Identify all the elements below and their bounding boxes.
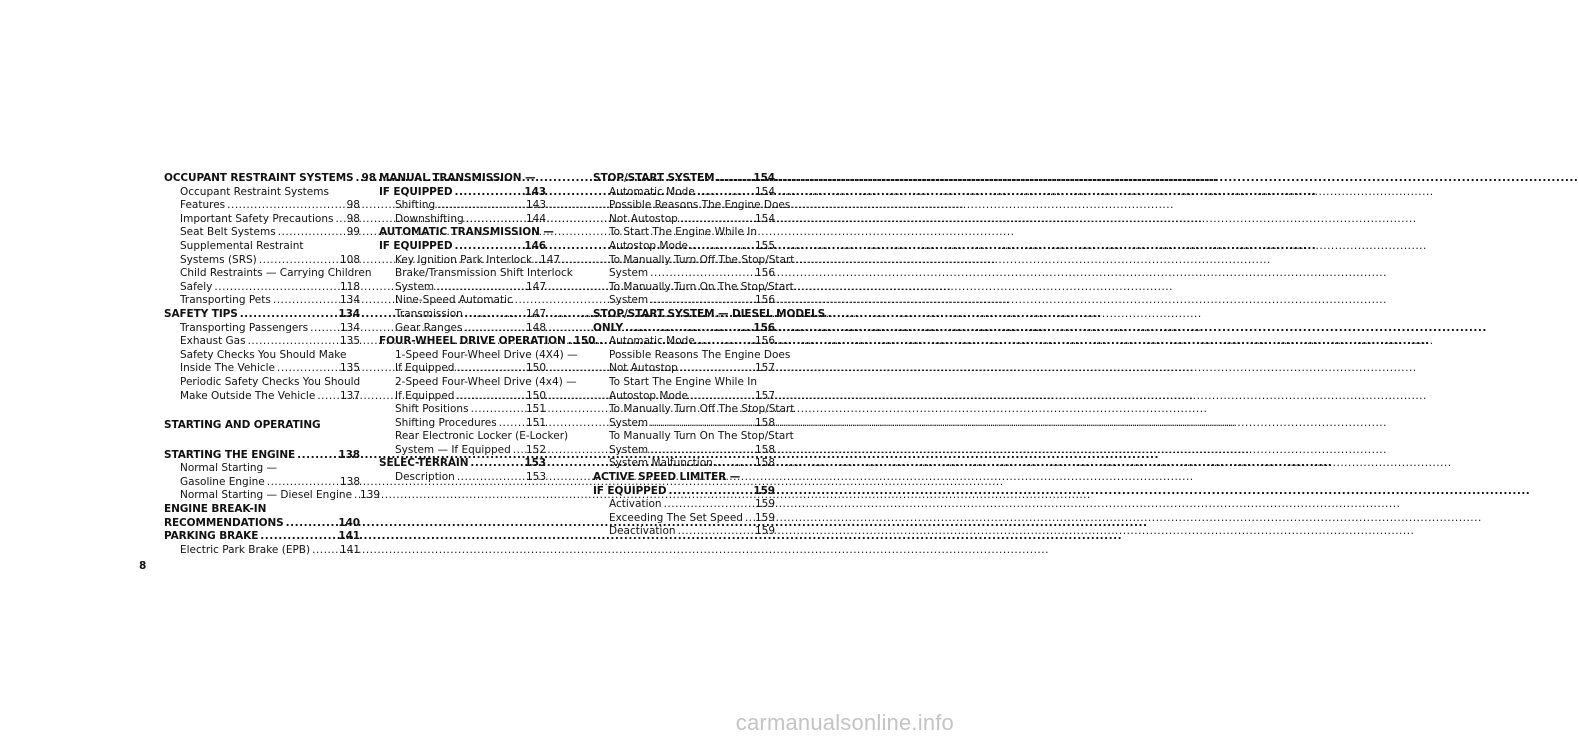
toc-entry-page: 143	[525, 199, 546, 212]
toc-entry-title: Not Autostop	[609, 362, 678, 375]
toc-entry-title: OCCUPANT RESTRAINT SYSTEMS	[164, 172, 354, 184]
toc-entry[interactable]	[164, 294, 360, 308]
toc-heading[interactable]	[593, 322, 775, 336]
toc-entry[interactable]	[164, 544, 360, 558]
toc-entry-title: Deactivation	[609, 525, 676, 538]
toc-entry-title: SELEC-TERRAIN	[379, 457, 469, 470]
dot-leader	[568, 335, 572, 349]
toc-entry[interactable]	[379, 199, 546, 213]
toc-entry-title: Transporting Passengers	[180, 321, 309, 334]
toc-entry-page: 138	[338, 448, 360, 461]
dot-leader	[471, 403, 524, 417]
dot-leader	[534, 254, 538, 268]
dot-leader	[354, 489, 358, 503]
toc-entry-title: RECOMMENDATIONS	[164, 516, 284, 529]
toc-entry-page: 158	[754, 443, 775, 456]
toc-heading[interactable]	[379, 335, 596, 349]
toc-entry-title: FOUR-WHEEL DRIVE OPERATION	[379, 335, 566, 348]
dot-leader	[317, 390, 338, 404]
dot-leader	[436, 281, 524, 295]
toc-entry[interactable]	[379, 294, 546, 308]
toc-entry[interactable]	[164, 213, 360, 227]
toc-entry[interactable]	[593, 294, 775, 308]
toc-entry-title: SAFETY TIPS	[164, 307, 238, 320]
dot-leader	[466, 213, 524, 227]
toc-entry[interactable]	[593, 430, 794, 444]
toc-entry-page: 147	[525, 280, 546, 293]
toc-entry-title: To Manually Turn On The Stop/Start	[609, 280, 794, 293]
toc-entry[interactable]	[379, 281, 546, 295]
toc-entry[interactable]	[593, 403, 795, 417]
dot-leader	[356, 172, 360, 186]
dot-leader	[716, 172, 751, 186]
toc-entry[interactable]	[593, 525, 775, 539]
toc-entry[interactable]	[593, 335, 775, 349]
toc-entry[interactable]	[379, 390, 546, 404]
toc-entry-title: Automatic Mode	[609, 185, 695, 198]
toc-entry-title: Key Ignition Park Interlock	[395, 253, 533, 266]
toc-entry[interactable]	[379, 267, 573, 281]
toc-entry-page: 151	[525, 416, 546, 429]
toc-entry-title: To Start The Engine While In	[609, 226, 757, 239]
toc-entry[interactable]	[164, 267, 372, 281]
toc-entry-title: Important Safety Precautions	[180, 212, 334, 225]
toc-entry-page: 154	[754, 212, 775, 225]
toc-heading[interactable]	[379, 240, 546, 254]
toc-entry[interactable]	[593, 240, 775, 254]
toc-entry-page: 148	[525, 321, 546, 334]
toc-entry[interactable]	[593, 512, 775, 526]
toc-entry[interactable]	[379, 444, 546, 458]
toc-entry[interactable]	[379, 253, 561, 268]
toc-entry-title: Description	[395, 471, 455, 484]
toc-entry-title: Normal Starting —	[180, 462, 278, 475]
toc-entry-title: Autostop Mode	[609, 239, 689, 252]
watermark-text: carmanualsonline.info	[735, 710, 954, 735]
toc-entry-title: Activation	[609, 498, 662, 511]
toc-entry-page: 159	[754, 511, 775, 524]
toc-entry-title: To Manually Turn On The Stop/Start	[609, 430, 794, 443]
dot-leader	[456, 362, 523, 376]
toc-entry[interactable]	[164, 362, 360, 376]
toc-entry-title: To Start The Engine While In	[609, 375, 757, 388]
toc-entry-title: IF EQUIPPED	[379, 185, 453, 198]
dot-leader	[690, 390, 753, 404]
dot-leader	[335, 213, 344, 227]
toc-entry-title: Make Outside The Vehicle	[180, 389, 316, 402]
toc-entry-page: 154	[753, 172, 775, 184]
toc-entry-title: Autostop Mode	[609, 389, 689, 402]
dot-leader	[680, 362, 753, 376]
toc-entry-page: 140	[338, 516, 360, 529]
toc-entry-title: Shifting Procedures	[395, 416, 497, 429]
dot-leader	[227, 199, 344, 213]
toc-entry-title: Shifting	[395, 199, 436, 212]
toc-entry[interactable]	[379, 417, 546, 431]
toc-entry-title: Normal Starting — Diesel Engine	[180, 489, 353, 502]
dot-leader	[297, 449, 336, 463]
dot-leader	[697, 335, 753, 349]
toc-entry[interactable]	[593, 498, 775, 512]
toc-entry[interactable]	[164, 390, 360, 404]
toc-entry-page: 159	[754, 525, 775, 538]
toc-entry[interactable]	[164, 376, 360, 390]
toc-entry[interactable]	[593, 199, 791, 213]
toc-entry-page: 157	[754, 362, 775, 375]
toc-column-middle	[379, 172, 596, 485]
toc-entry-page: 141	[338, 530, 360, 543]
toc-entry[interactable]	[593, 253, 795, 268]
toc-entry-page: 141	[339, 543, 360, 556]
toc-entry[interactable]	[379, 348, 578, 363]
toc-entry-title: Systems (SRS)	[180, 253, 257, 266]
toc-entry-page: 99	[346, 226, 360, 239]
toc-entry-page: 156	[754, 294, 775, 307]
toc-entry-title: AUTOMATIC TRANSMISSION —	[379, 226, 554, 239]
toc-entry-title: Exceeding The Set Speed	[609, 511, 743, 524]
toc-entry-page: 156	[753, 321, 775, 334]
dot-leader	[697, 186, 753, 200]
toc-entry[interactable]	[593, 226, 775, 240]
toc-heading[interactable]	[379, 172, 546, 186]
dot-leader	[650, 267, 753, 281]
toc-entry-title: 2-Speed Four-Wheel Drive (4x4) —	[395, 375, 577, 388]
dot-leader	[240, 308, 337, 322]
toc-entry[interactable]	[379, 403, 546, 417]
toc-heading[interactable]	[593, 307, 826, 322]
toc-entry-title: Downshifting	[395, 212, 464, 225]
toc-entry[interactable]	[164, 349, 360, 363]
toc-entry-title: STOP/START SYSTEM — DIESEL MODELS	[593, 307, 826, 320]
dot-leader	[278, 226, 345, 240]
toc-entry[interactable]	[164, 322, 360, 336]
toc-entry-page: 118	[339, 280, 360, 293]
toc-entry-page: 151	[525, 403, 546, 416]
toc-entry-page: 98	[346, 212, 360, 225]
toc-entry[interactable]	[164, 489, 381, 503]
toc-entry[interactable]	[164, 199, 360, 213]
toc-entry-title: Automatic Mode	[609, 335, 695, 348]
toc-entry-title: Occupant Restraint Systems	[180, 185, 329, 198]
dot-leader	[625, 322, 751, 336]
dot-leader	[457, 471, 524, 485]
toc-entry[interactable]	[164, 462, 360, 476]
dot-leader	[310, 322, 338, 336]
toc-entry-title: Not Autostop	[609, 212, 678, 225]
toc-entry-title: STARTING THE ENGINE	[164, 448, 296, 461]
dot-leader	[286, 517, 337, 531]
toc-entry-title: Gear Ranges	[395, 321, 463, 334]
toc-entry-title: System	[395, 280, 435, 293]
dot-leader	[678, 525, 753, 539]
toc-entry-title: STOP/START SYSTEM	[593, 172, 715, 184]
dot-leader	[464, 322, 524, 336]
toc-entry-title: Nine-Speed Automatic	[395, 294, 513, 307]
toc-entry-page: 153	[525, 471, 546, 484]
toc-entry-page: 147	[525, 307, 546, 320]
toc-entry-page: 134	[338, 307, 360, 320]
toc-entry-title: Electric Park Brake (EPB)	[180, 543, 311, 556]
dot-leader	[277, 362, 338, 376]
dot-leader	[456, 390, 523, 404]
dot-leader	[214, 281, 338, 295]
toc-entry-title: System	[609, 443, 649, 456]
toc-entry[interactable]	[379, 213, 546, 227]
toc-entry-page: 150	[525, 389, 546, 402]
toc-entry-title: IF EQUIPPED	[379, 239, 453, 252]
toc-entry[interactable]	[379, 322, 546, 336]
toc-heading[interactable]	[164, 308, 360, 322]
dot-leader	[650, 444, 753, 458]
toc-entry[interactable]	[164, 281, 360, 295]
toc-entry-title: PARKING BRAKE	[164, 530, 259, 543]
dot-leader	[454, 186, 522, 200]
toc-entry-page: 137	[339, 389, 360, 402]
toc-entry-page: 147	[540, 253, 561, 266]
toc-entry-page: 146	[524, 239, 546, 252]
toc-entry[interactable]	[593, 417, 775, 431]
toc-entry-page: 156	[754, 267, 775, 280]
toc-entry-title: ENGINE BREAK-IN	[164, 503, 267, 516]
dot-leader	[273, 294, 338, 308]
toc-entry-page: 98	[346, 199, 360, 212]
toc-entry[interactable]	[164, 226, 360, 240]
toc-entry-title: 1-Speed Four-Wheel Drive (4X4) —	[395, 348, 578, 361]
toc-entry-title: Gasoline Engine	[180, 475, 265, 488]
toc-entry-title: Possible Reasons The Engine Does	[609, 199, 791, 212]
dot-leader	[312, 544, 338, 558]
toc-entry-page: 159	[753, 484, 775, 497]
dot-leader	[715, 457, 753, 471]
dot-leader	[437, 199, 524, 213]
toc-entry-title: Possible Reasons The Engine Does	[609, 348, 791, 361]
toc-entry-title: System — If Equipped	[395, 443, 511, 456]
dot-leader	[680, 213, 753, 227]
section-gap	[164, 433, 360, 449]
toc-entry-page: 135	[339, 362, 360, 375]
toc-entry-page: 150	[525, 362, 546, 375]
toc-entry[interactable]	[593, 280, 794, 295]
toc-entry-page: 134	[339, 294, 360, 307]
dot-leader	[267, 476, 338, 490]
dot-leader	[470, 457, 522, 471]
toc-heading[interactable]	[593, 172, 775, 186]
toc-entry[interactable]	[379, 362, 546, 376]
toc-entry-title: IF EQUIPPED	[593, 484, 667, 497]
toc-entry-page: 155	[754, 239, 775, 252]
toc-entry[interactable]	[164, 186, 360, 200]
dot-leader	[454, 240, 522, 254]
dot-leader	[668, 485, 751, 499]
toc-entry-title: Safely	[180, 280, 213, 293]
dot-leader	[248, 335, 338, 349]
toc-entry-title: Shift Positions	[395, 403, 469, 416]
toc-entry[interactable]	[164, 254, 360, 268]
toc-entry[interactable]	[164, 476, 360, 490]
dot-leader	[664, 498, 753, 512]
toc-entry-title: Supplemental Restraint	[180, 239, 304, 252]
dot-leader	[690, 240, 753, 254]
toc-entry-title: Brake/Transmission Shift Interlock	[395, 267, 573, 280]
dot-leader	[465, 308, 524, 322]
toc-entry-page: 98	[361, 172, 376, 184]
toc-entry-title: System	[609, 416, 649, 429]
toc-entry-page: 158	[754, 416, 775, 429]
toc-heading[interactable]	[164, 517, 360, 531]
toc-entry-title: MANUAL TRANSMISSION —	[379, 172, 536, 184]
toc-entry-title: System	[609, 267, 649, 280]
toc-heading[interactable]	[164, 449, 360, 463]
toc-entry-title: ACTIVE SPEED LIMITER —	[593, 471, 741, 484]
toc-entry-page: 108	[339, 253, 360, 266]
toc-entry-title: Rear Electronic Locker (E-Locker)	[395, 430, 569, 443]
page-number: 8	[139, 560, 147, 572]
toc-entry[interactable]	[379, 308, 546, 322]
toc-entry-page: 135	[339, 335, 360, 348]
toc-entry-page: 138	[339, 475, 360, 488]
toc-entry-page: 159	[754, 498, 775, 511]
toc-entry-page: 156	[754, 335, 775, 348]
toc-entry[interactable]	[379, 471, 546, 485]
toc-entry[interactable]	[593, 457, 775, 471]
toc-entry[interactable]	[593, 213, 775, 227]
toc-entry-title: If Equipped	[395, 362, 455, 375]
toc-entry[interactable]	[164, 240, 360, 254]
dot-leader	[499, 417, 524, 431]
toc-entry-page: 134	[339, 321, 360, 334]
toc-entry[interactable]	[379, 430, 569, 444]
toc-heading[interactable]	[164, 530, 360, 544]
toc-entry-page: 157	[754, 389, 775, 402]
toc-entry-page: 150	[573, 335, 596, 348]
toc-heading[interactable]	[593, 471, 775, 485]
dot-leader	[513, 444, 524, 458]
toc-entry-title: Periodic Safety Checks You Should	[180, 375, 361, 388]
toc-entry[interactable]	[593, 348, 791, 363]
toc-entry-title: Safety Checks You Should Make	[180, 348, 347, 361]
toc-entry-page: 158	[754, 457, 775, 470]
toc-heading[interactable]	[379, 186, 546, 200]
toc-entry-title: Transporting Pets	[180, 294, 271, 307]
toc-entry-page: 139	[360, 489, 381, 502]
toc-entry[interactable]	[593, 390, 775, 404]
toc-entry-title: If Equipped	[395, 389, 455, 402]
dot-leader	[260, 530, 336, 544]
dot-leader	[745, 512, 753, 526]
toc-entry-page: 152	[525, 443, 546, 456]
toc-entry-title: To Manually Turn Off The Stop/Start	[609, 253, 795, 266]
toc-heading[interactable]	[164, 419, 360, 433]
toc-entry-page: 153	[524, 457, 546, 470]
toc-column-right	[593, 172, 826, 539]
toc-entry[interactable]	[593, 362, 775, 376]
toc-entry[interactable]	[379, 375, 577, 390]
dot-leader	[650, 294, 753, 308]
toc-heading[interactable]	[164, 503, 360, 517]
toc-entry-title: Seat Belt Systems	[180, 226, 276, 239]
toc-column-left	[164, 172, 381, 557]
toc-heading[interactable]	[164, 172, 376, 186]
toc-heading[interactable]	[379, 226, 554, 240]
toc-entry[interactable]	[593, 267, 775, 281]
toc-entry-title: Exhaust Gas	[180, 335, 246, 348]
toc-heading[interactable]	[379, 457, 546, 471]
toc-entry-page: 143	[524, 185, 546, 198]
dot-leader	[650, 417, 753, 431]
toc-entry-title: To Manually Turn Off The Stop/Start	[609, 403, 795, 416]
toc-heading[interactable]	[593, 485, 775, 499]
toc-entry-title: Child Restraints — Carrying Children	[180, 267, 372, 280]
section-gap	[164, 403, 360, 419]
toc-entry[interactable]	[593, 376, 775, 390]
toc-entry[interactable]	[164, 335, 360, 349]
toc-entry-title: Transmission	[395, 307, 463, 320]
toc-entry-title: Features	[180, 199, 226, 212]
toc-entry-title: System	[609, 294, 649, 307]
toc-entry-title: System Malfunction	[609, 457, 713, 470]
toc-entry-title: Inside The Vehicle	[180, 362, 276, 375]
toc-entry[interactable]	[593, 444, 775, 458]
toc-entry-page: 154	[754, 185, 775, 198]
toc-entry-title: ONLY	[593, 321, 623, 334]
toc-entry-title: STARTING AND OPERATING	[164, 419, 321, 432]
dot-leader	[259, 254, 338, 268]
toc-entry[interactable]	[593, 186, 775, 200]
toc-entry-page: 144	[525, 212, 546, 225]
